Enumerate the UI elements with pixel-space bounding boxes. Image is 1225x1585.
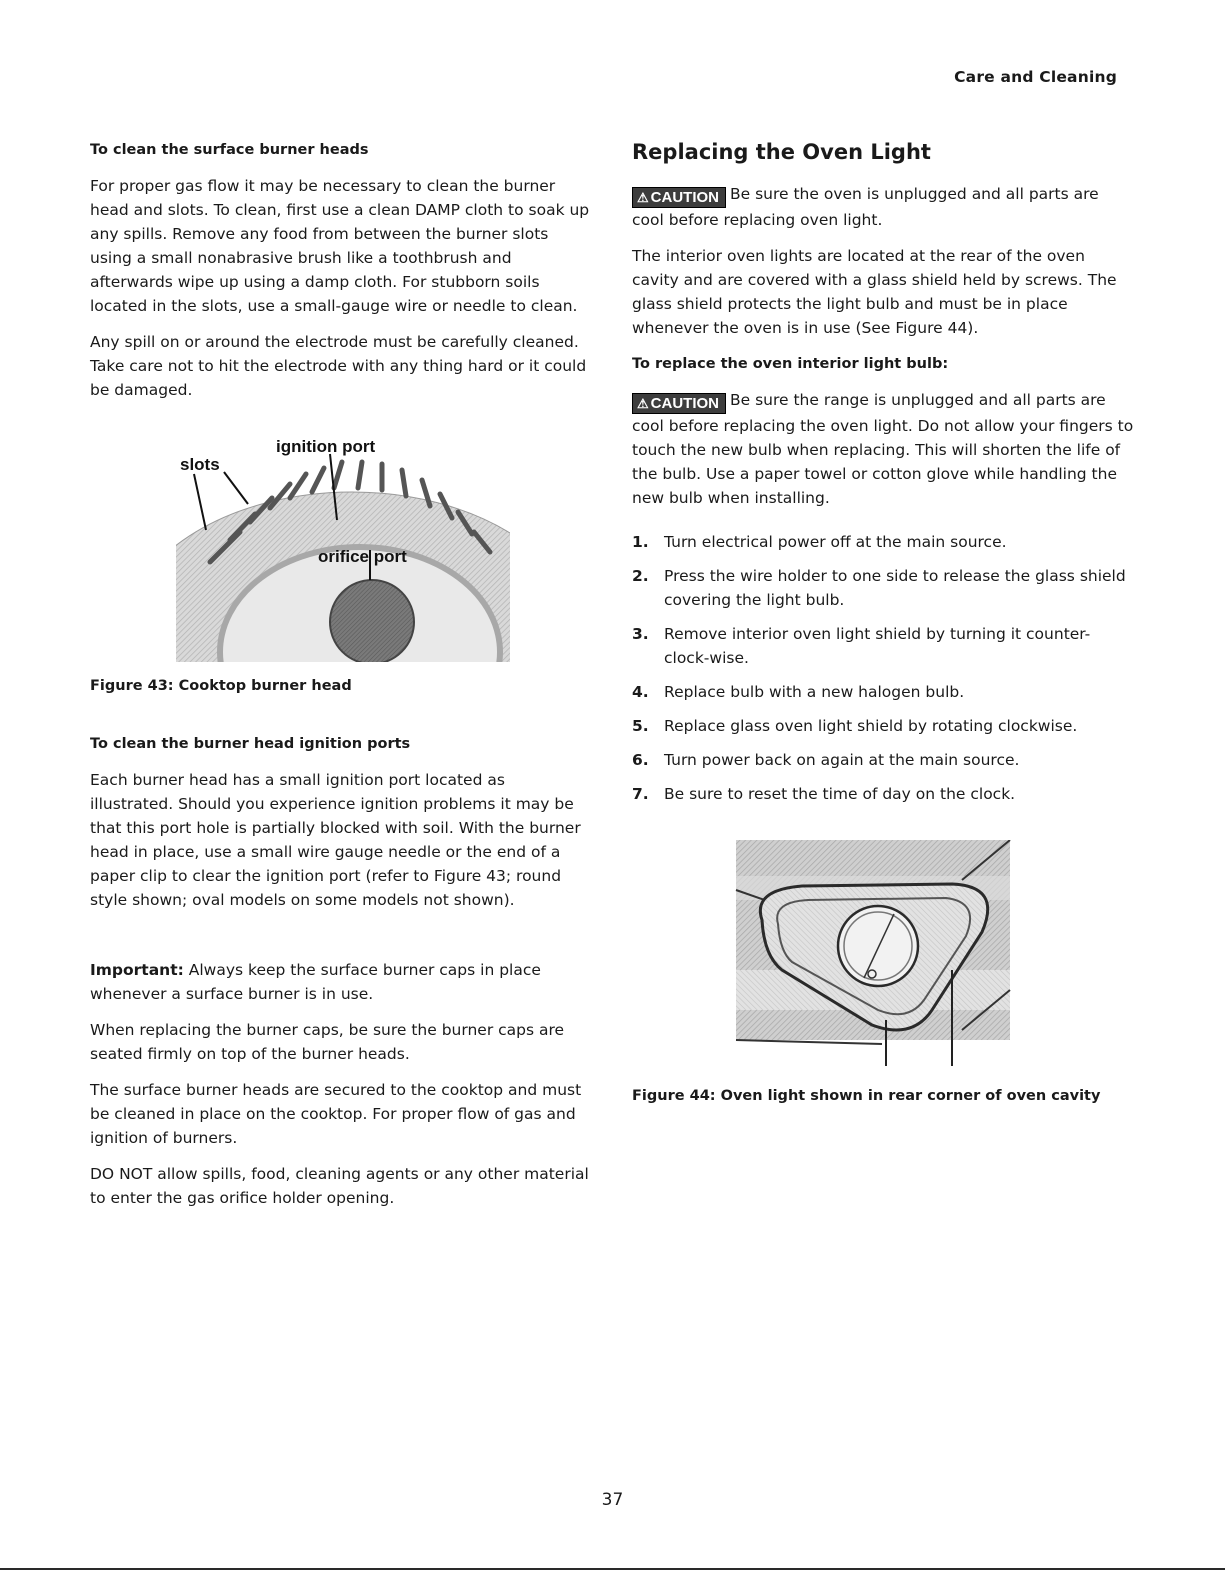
- paragraph-cleaned-in-place: The surface burner heads are secured to the cooktop and must be cleaned in place on the cooktop. For proper flow of gas and ignition of burners.: [90, 1081, 582, 1147]
- figure-43-burner-head: [90, 422, 592, 662]
- step-item: 5. Replace glass oven light shield by rotating clockwise.: [632, 717, 1078, 735]
- heading-burner-heads: To clean the surface burner heads: [90, 142, 369, 158]
- replacement-steps: [632, 530, 1134, 806]
- section-header: Care and Cleaning: [954, 68, 1117, 86]
- caution-label: CAUTION: [650, 189, 719, 206]
- caution-text-1: Be sure the oven is unplugged and all parts are cool before replacing oven light.: [632, 185, 1099, 229]
- figure-44-caption: Figure 44: Oven light shown in rear corner of oven cavity: [632, 1088, 1101, 1104]
- heading-replace-bulb: To replace the oven interior light bulb:: [632, 356, 949, 372]
- step-item: 2. Press the wire holder to one side to release the glass shield covering the light bulb.: [632, 567, 1126, 609]
- heading-ignition-ports: To clean the burner head ignition ports: [90, 736, 411, 752]
- caution-badge: [632, 187, 726, 208]
- figure-43-caption: Figure 43: Cooktop burner head: [90, 678, 352, 694]
- orifice-port: [330, 580, 414, 662]
- caution-badge: [632, 393, 726, 414]
- paragraph-burner-caps: When replacing the burner caps, be sure the burner caps are seated firmly on top of the burner heads.: [90, 1021, 565, 1063]
- step-item: 7. Be sure to reset the time of day on the clock.: [632, 785, 1016, 803]
- paragraph-important: [90, 958, 592, 1006]
- important-text: Always keep the surface burner caps in place whenever a surface burner is in use.: [90, 961, 541, 1003]
- step-item: 3. Remove interior oven light shield by turning it counter-clock-wise.: [632, 625, 1091, 667]
- left-column: [90, 138, 592, 1222]
- important-label: Important:: [90, 961, 184, 979]
- caution-label: CAUTION: [650, 395, 719, 412]
- paragraph-do-not-allow: DO NOT allow spills, food, cleaning agents or any other material to enter the gas orifice holder opening.: [90, 1165, 589, 1207]
- warning-triangle-icon: ⚠: [637, 396, 649, 411]
- page-number: 37: [601, 1490, 624, 1510]
- right-column: [632, 138, 1134, 1108]
- step-item: 1. Turn electrical power off at the main source.: [632, 533, 1007, 551]
- label-orifice-port: orifice port: [318, 547, 407, 566]
- label-ignition-port: ignition port: [276, 437, 376, 456]
- step-item: 4. Replace bulb with a new halogen bulb.: [632, 683, 965, 701]
- paragraph-burner-cleaning: For proper gas flow it may be necessary to clean the burner head and slots. To clean, first use a clean DAMP cloth to soak up any spills. Remove any food from between the burner slots using a small nonabrasive brush like a toothbrush and afterwards wipe up using a damp cloth. For stubborn soils located in the slots, use a small-gauge wire or needle to clean.: [90, 177, 590, 315]
- bottom-rule: [0, 1568, 1225, 1570]
- light-bulb: [838, 906, 918, 986]
- section-title: Replacing the Oven Light: [632, 140, 931, 164]
- step-item: 6. Turn power back on again at the main source.: [632, 751, 1020, 769]
- paragraph-electrode: Any spill on or around the electrode must be carefully cleaned. Take care not to hit the electrode with any thing hard or it could be damaged.: [90, 333, 587, 399]
- caution-paragraph-2: [632, 388, 1134, 510]
- paragraph-ignition-ports: Each burner head has a small ignition port located as illustrated. Should you experience ignition problems it may be that this port hole is partially blocked with soil. With the burner head in place, use a small wire gauge needle or the end of a paper clip to clear the ignition port (refer to Figure 43; round style shown; oval models on some models not shown).: [90, 771, 581, 909]
- caution-text-2: Be sure the range is unplugged and all parts are cool before replacing the oven light. Do not allow your fingers to touch the new bulb when replacing. This will shorten the life of the bulb. Use a paper towel or cotton glove while handling the new bulb when installing.: [632, 391, 1134, 507]
- warning-triangle-icon: ⚠: [637, 190, 649, 205]
- caution-paragraph-1: [632, 182, 1134, 232]
- paragraph-interior-lights: The interior oven lights are located at the rear of the oven cavity and are covered with a glass shield held by screws. The glass shield protects the light bulb and must be in place whenever the oven is in use (See Figure 44).: [632, 247, 1117, 337]
- figure-44-oven-light: [632, 840, 1134, 1070]
- label-slots: slots: [180, 455, 220, 474]
